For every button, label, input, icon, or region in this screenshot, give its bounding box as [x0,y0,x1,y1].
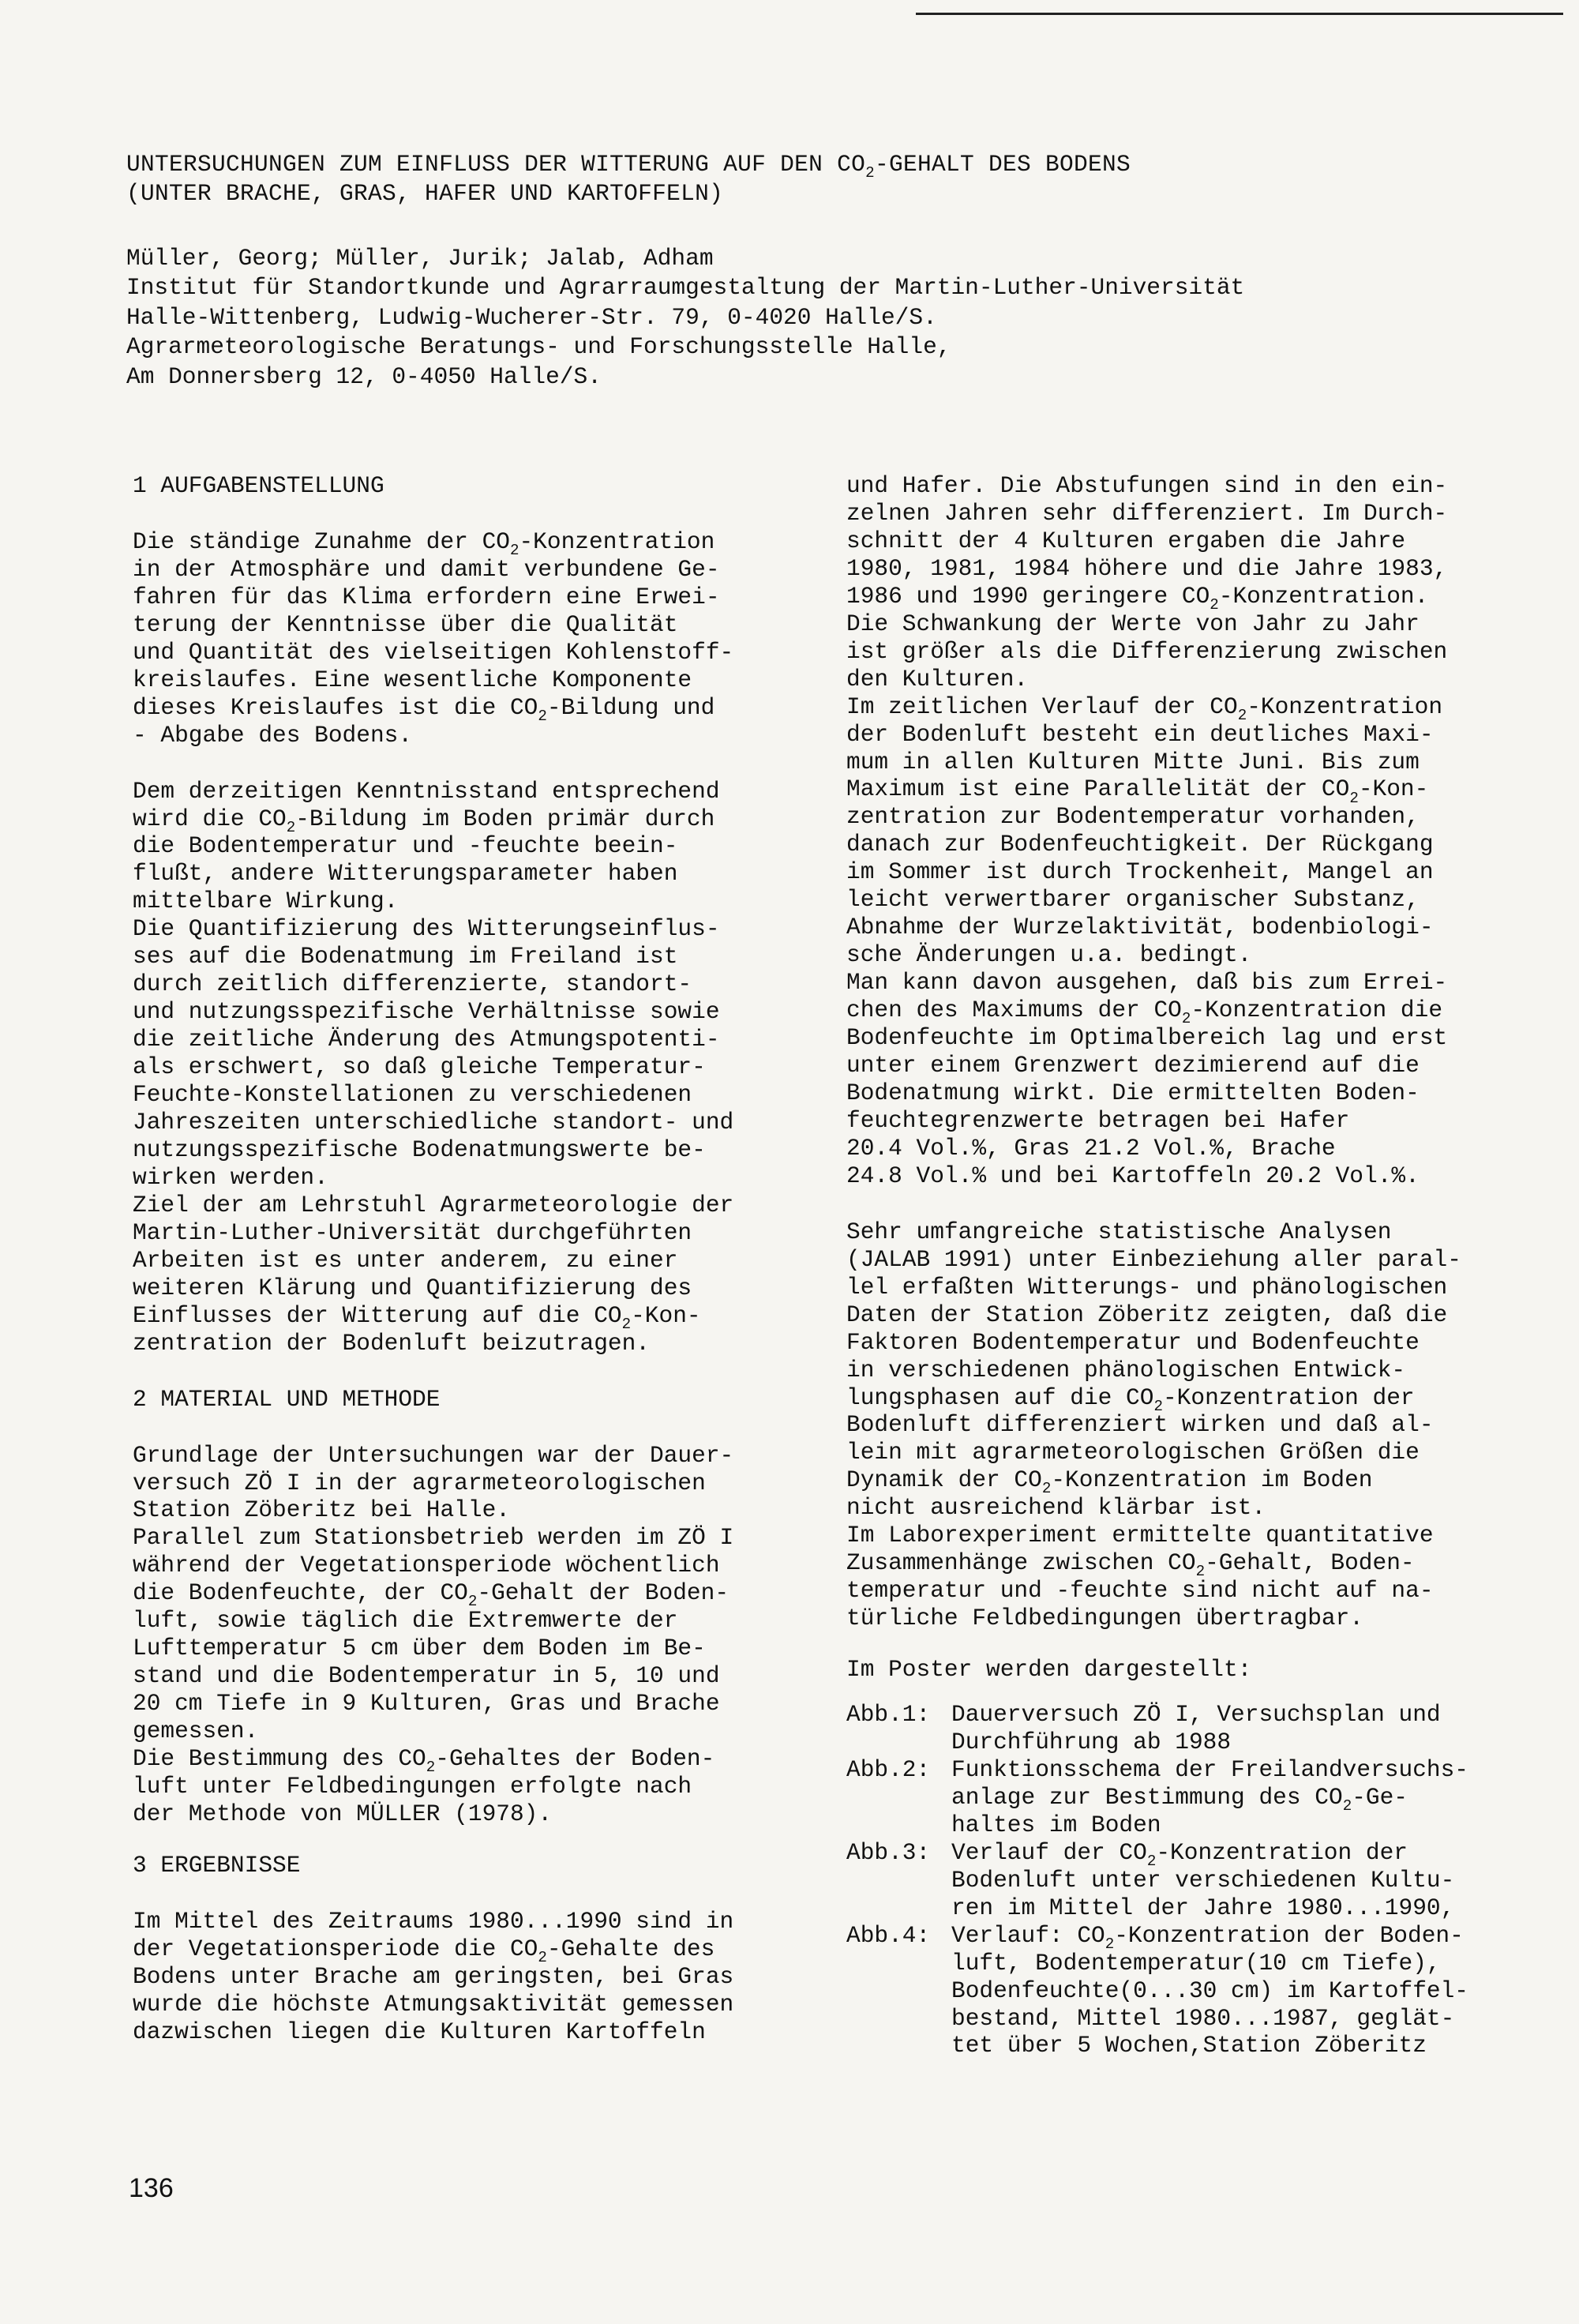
left-column [133,472,827,2046]
text-line: danach zur Bodenfeuchtigkeit. Der Rückgang [846,831,1434,858]
text-line: und Hafer. Die Abstufungen sind in den ein- [846,472,1448,499]
affiliation-line: Agrarmeteorologische Beratungs- und Forschungsstelle Halle, [126,333,951,361]
paragraph [846,1218,1541,1632]
text-line: in der Atmosphäre und damit verbundene Ge- [133,555,720,583]
text-line: den Kulturen. [846,665,1029,693]
text-line: der Bodenluft besteht ein deutliches Maxi- [846,720,1434,748]
text-line: Abnahme der Wurzelaktivität, bodenbiologi- [846,914,1434,941]
text-line: feuchtegrenzwerte betragen bei Hafer [846,1106,1350,1134]
text-line: 1980, 1981, 1984 höhere und die Jahre 1983, [846,554,1448,582]
text-line: in verschiedenen phänologischen Entwick- [846,1356,1406,1384]
text-line: mum in allen Kulturen Mitte Juni. Bis zum [846,748,1420,775]
text-line: gemessen. [133,1718,259,1745]
text-line: Bodens unter Brache am geringsten, bei Gras [133,1962,734,1990]
text-line: Einflusses der Witterung auf die $CO_2-Kon-$ [133,1301,701,1333]
text-line: stand und die Bodentemperatur in 5, 10 und [133,1662,720,1690]
text-line: zentration zur Bodentemperatur vorhanden, [846,803,1420,831]
text-line: nutzungsspezifische Bodenatmungswerte be- [133,1136,706,1163]
text-line: leicht verwertbarer organischer Substanz, [846,886,1420,914]
text-line: Maximum ist eine Parallelität der $CO_2-Kon-$ [846,775,1429,807]
text-line: während der Vegetationsperiode wöchentlich [133,1552,720,1579]
text-line: Die Bestimmung des $CO_2$-Gehaltes der Boden- [133,1745,715,1777]
text-line: kreislaufes. Eine wesentliche Komponente [133,666,692,693]
text-line: terung der Kenntnisse über die Qualität [133,610,678,638]
text-line: ses auf die Bodenatmung im Freiland ist [133,943,678,971]
text-line: Bodenatmung wirkt. Die ermittelten Boden- [846,1079,1420,1106]
text-line: Station Zöberitz bei Halle. [133,1496,510,1524]
page-number: 136 [129,2173,174,2203]
article-title [126,150,1468,209]
text-line: Im Mittel des Zeitraums 1980...1990 sind in [133,1907,734,1935]
paragraph [133,1908,827,2046]
text-line: zentration der Bodenluft beizutragen. [133,1329,651,1357]
affiliation-line: Institut für Standortkunde und Agrarraumgestaltung der Martin-Luther-Universität [126,274,1245,302]
text-line: lel erfaßten Witterungs- und phänologischen [846,1273,1448,1301]
author-names: Müller, Georg; Müller, Jurik; Jalab, Adham [126,244,714,272]
text-line: Arbeiten ist es unter anderem, zu einer [133,1246,678,1274]
affiliation-line: Am Donnersberg 12, 0-4050 Halle/S. [126,362,602,390]
text-line: Daten der Station Zöberitz zeigten, daß die [846,1301,1448,1328]
text-line: 1986 und 1990 geringere $CO_2$-Konzentration. [846,582,1429,614]
text-line: nicht ausreichend klärbar ist. [846,1494,1266,1522]
section-heading: 2 MATERIAL UND METHODE [133,1385,441,1413]
text-line: durch zeitlich differenzierte, standort- [133,971,692,998]
top-rule [916,13,1563,15]
text-line: Feuchte-Konstellationen zu verschiedenen [133,1081,692,1109]
text-line: Die Schwankung der Werte von Jahr zu Jahr [846,610,1420,637]
text-line: Die ständige Zunahme der $CO_2$-Konzentration [133,527,715,559]
text-line: Martin-Luther-Universität durchgeführten [133,1218,692,1246]
figure-label: Abb.4: [846,1921,931,1949]
figure-list [846,1701,1541,2059]
text-line: versuch ZÖ I in der agrarmeteorologischen [133,1469,706,1496]
text-line: 24.8 Vol.% und bei Kartoffeln 20.2 Vol.%. [846,1162,1420,1189]
author-block [126,244,1468,392]
text-line: dazwischen liegen die Kulturen Kartoffeln [133,2018,706,2045]
text-line: wird die $CO_2$-Bildung im Boden primär durch [133,805,715,836]
text-line: sche Änderungen u.a. bedingt. [846,941,1252,969]
text-line: und nutzungsspezifische Verhältnisse sowie [133,998,720,1026]
text-line: flußt, andere Witterungsparameter haben [133,860,678,888]
poster-intro: Im Poster werden dargestellt: [846,1656,1252,1684]
right-column [846,472,1541,2059]
text-line: temperatur und -feuchte sind nicht auf na- [846,1577,1434,1605]
paragraph [133,528,827,749]
text-line: die zeitliche Änderung des Atmungspotenti- [133,1026,720,1053]
article-header [126,150,1468,392]
text-line: wurde die höchste Atmungsaktivität gemessen [133,1990,734,2018]
text-line: lungsphasen auf die $CO_2$-Konzentration der [846,1384,1415,1415]
text-line: weiteren Klärung und Quantifizierung des [133,1274,692,1301]
section-heading: 3 ERGEBNISSE [133,1851,301,1879]
text-line: als erschwert, so daß gleiche Temperatur- [133,1053,706,1081]
text-line: türliche Feldbedingungen übertragbar. [846,1605,1364,1632]
text-line: Die Quantifizierung des Witterungseinflus- [133,915,720,943]
text-line: Dem derzeitigen Kenntnisstand entsprechend [133,777,720,805]
text-line: fahren für das Klima erfordern eine Erwei- [133,583,720,610]
affiliation-line: Halle-Wittenberg, Ludwig-Wucherer-Str. 79, 0-4020 Halle/S. [126,303,937,331]
text-line: ist größer als die Differenzierung zwischen [846,637,1448,665]
text-line: Parallel zum Stationsbetrieb werden im ZÖ I [133,1524,734,1552]
paragraph [133,1442,827,1828]
text-line: die Bodentemperatur und -feuchte beein- [133,832,678,860]
text-line: mittelbare Wirkung. [133,888,399,915]
figure-label: Abb.3: [846,1838,931,1866]
text-line: dieses Kreislaufes ist die $CO_2$-Bildung und [133,693,715,725]
text-line: - Abgabe des Bodens. [133,721,413,749]
figure-label: Abb.1: [846,1701,931,1729]
text-line: der Vegetationsperiode die $CO_2$-Gehalte des [133,1935,715,1966]
paragraph [133,778,827,1357]
text-line: Faktoren Bodentemperatur und Bodenfeuchte [846,1328,1420,1356]
text-line: 20.4 Vol.%, Gras 21.2 Vol.%, Brache [846,1134,1336,1162]
text-line: der Methode von MÜLLER (1978). [133,1800,553,1827]
text-line: zelnen Jahren sehr differenziert. Im Durch- [846,499,1448,527]
figure-label: Abb.2: [846,1755,931,1783]
text-line: Man kann davon ausgehen, daß bis zum Errei- [846,969,1448,997]
text-line: im Sommer ist durch Trockenheit, Mangel an [846,858,1434,886]
section-heading: 1 AUFGABENSTELLUNG [133,472,384,499]
text-line: Lufttemperatur 5 cm über dem Boden im Be- [133,1635,706,1662]
text-line: die Bodenfeuchte, der $CO_2$-Gehalt der Boden- [133,1579,729,1611]
text-line: Bodenluft differenziert wirken und daß al- [846,1411,1434,1439]
text-line: luft unter Feldbedingungen erfolgte nach [133,1772,692,1800]
figure-item: Abb.1: Dauerversuch ZÖ I, Versuchsplan und Durchführung ab 1988 [846,1701,1441,1755]
text-line: unter einem Grenzwert dezimierend auf die [846,1052,1420,1079]
text-line: Dynamik der $CO_2$-Konzentration im Boden [846,1466,1373,1498]
figure-item: Abb.2: Funktionsschema der Freilandversuchs- anlage zur Bestimmung des $CO_2-Ge-$ haltes im Boden [846,1755,1469,1838]
text-line: und Quantität des vielseitigen Kohlenstoff- [133,638,734,666]
text-line: Jahreszeiten unterschiedliche standort- und [133,1109,734,1136]
text-line: 20 cm Tiefe in 9 Kulturen, Gras und Brache [133,1690,720,1718]
title-line: (UNTER BRACHE, GRAS, HAFER UND KARTOFFELN) [126,180,724,208]
text-line: Grundlage der Untersuchungen war der Dauer- [133,1441,734,1469]
text-line: luft, sowie täglich die Extremwerte der [133,1607,678,1635]
text-line: Bodenfeuchte im Optimalbereich lag und erst [846,1024,1448,1052]
text-line: Im Laborexperiment ermittelte quantitative [846,1522,1434,1549]
figure-item: Abb.4: Verlauf: $CO_2$-Konzentration der Boden- luft, Bodentemperatur(10 cm Tiefe), Bodenfeuchte(0...30 cm) im Kartoffel- bestand, Mittel 1980...1987, geglät- tet über 5 Wochen,Station Zöberitz [846,1921,1469,2059]
text-line: chen des Maximums der $CO_2$-Konzentration die [846,997,1443,1028]
text-line: Im zeitlichen Verlauf der $CO_2$-Konzentration [846,693,1443,724]
text-line: (JALAB 1991) unter Einbeziehung aller paral- [846,1245,1461,1273]
text-line: wirken werden. [133,1163,328,1191]
paragraph [846,472,1541,1190]
figure-item: Abb.3: Verlauf der $CO_2$-Konzentration der Bodenluft unter verschiedenen Kultu- ren im Mittel der Jahre 1980...1990, [846,1838,1455,1921]
text-line: schnitt der 4 Kulturen ergaben die Jahre [846,527,1406,554]
text-line: Sehr umfangreiche statistische Analysen [846,1218,1392,1245]
title-line: UNTERSUCHUNGEN ZUM EINFLUSS DER WITTERUNG AUF DEN $CO_2$-GEHALT DES BODENS [126,151,1131,182]
text-line: Ziel der am Lehrstuhl Agrarmeteorologie der [133,1191,734,1218]
text-line: Zusammenhänge zwischen $CO_2$-Gehalt, Boden- [846,1549,1415,1581]
text-line: lein mit agrarmeteorologischen Größen die [846,1439,1420,1466]
